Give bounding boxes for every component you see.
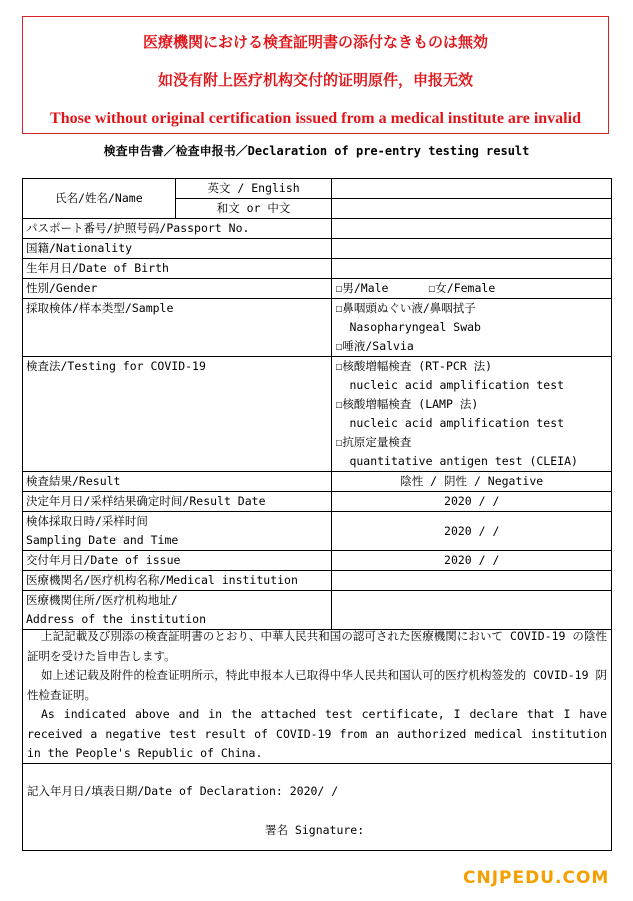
declaration-date[interactable]: 記入年月日/填表日期/Date of Declaration: 2020/ / — [27, 784, 339, 798]
form-title: 検査申告書／检查申报书／Declaration of pre-entry testing result — [103, 144, 530, 158]
gender-female-checkbox[interactable]: ☐女/Female — [428, 281, 496, 295]
sampling-label — [23, 512, 332, 551]
result-label: 検査結果/Result — [23, 472, 332, 492]
sampling-label-zh: 検体採取日時/采样时间 — [26, 514, 148, 528]
result-value: 陰性 / 阴性 / Negative — [332, 472, 612, 492]
testing-label: 検査法/Testing for COVID-19 — [23, 357, 332, 472]
gender-label: 性別/Gender — [23, 279, 332, 299]
issue-date-field[interactable]: 2020 / / — [332, 551, 612, 571]
warning-english: Those without original certification issued from a medical institute are invalid — [50, 110, 581, 127]
warning-chinese: 如没有附上医疗机构交付的证明原件，申报无效 — [157, 71, 473, 89]
name-english-field[interactable] — [332, 179, 612, 199]
statement-chinese: 如上述记载及附件的检查证明所示，特此申报本人已取得中华人民共和国认可的医疗机构签发的 COVID-19 阴性检查证明。 — [27, 668, 607, 702]
address-field[interactable] — [332, 591, 612, 630]
warning-box — [22, 16, 609, 134]
name-native-label: 和文 or 中文 — [175, 199, 332, 219]
address-label-zh: 医療機関住所/医疗机构地址/ — [26, 593, 178, 607]
address-label — [23, 591, 332, 630]
result-date-label: 決定年月日/采样结果确定时间/Result Date — [23, 492, 332, 512]
watermark-logo: CNJPEDU.COM — [463, 868, 610, 888]
sample-saliva-checkbox[interactable]: ☐唾液/Salvia — [335, 339, 414, 353]
dob-field[interactable] — [332, 259, 612, 279]
test-rtpcr-checkbox[interactable]: ☐核酸増幅検査 (RT-PCR 法) — [335, 359, 493, 373]
statement-english: As indicated above and in the attached test certificate, I declare that I have received a negative test result of COVID-19 from an authorized medical institution in the People's Republic of China. — [27, 707, 607, 760]
signature-field[interactable]: 署名 Signature: — [265, 823, 365, 837]
nationality-field[interactable] — [332, 239, 612, 259]
institution-field[interactable] — [332, 571, 612, 591]
test-rtpcr-en: nucleic acid amplification test — [349, 378, 565, 392]
institution-label: 医療機関名/医疗机构名称/Medical institution — [23, 571, 332, 591]
issue-date-label: 交付年月日/Date of issue — [23, 551, 332, 571]
testing-options — [332, 357, 612, 472]
name-label: 氏名/姓名/Name — [23, 179, 176, 219]
warning-japanese: 医療機関における検査証明書の添付なきものは無効 — [142, 33, 488, 51]
gender-options — [332, 279, 612, 299]
dob-label: 生年月日/Date of Birth — [23, 259, 332, 279]
test-lamp-checkbox[interactable]: ☐核酸増幅検査 (LAMP 法) — [335, 397, 479, 411]
sample-label: 採取検体/样本类型/Sample — [23, 299, 332, 357]
test-lamp-en: nucleic acid amplification test — [349, 416, 565, 430]
sampling-label-en: Sampling Date and Time — [26, 533, 179, 547]
passport-label: パスポート番号/护照号码/Passport No. — [23, 219, 332, 239]
statement-box — [22, 627, 612, 851]
name-english-label: 英文 / English — [175, 179, 332, 199]
sampling-date-field[interactable]: 2020 / / — [332, 512, 612, 551]
statement-japanese: 上記記載及び別添の検査証明書のとおり、中華人民共和国の認可された医療機関において COVID-19 の陰性証明を受けた旨申告します。 — [27, 629, 607, 663]
result-date-field[interactable]: 2020 / / — [332, 492, 612, 512]
declaration-table — [22, 178, 612, 630]
sample-nasopharyngeal-checkbox[interactable]: ☐鼻咽頭ぬぐい液/鼻咽拭子 — [335, 301, 476, 315]
nationality-label: 国籍/Nationality — [23, 239, 332, 259]
sample-options — [332, 299, 612, 357]
gender-male-checkbox[interactable]: ☐男/Male — [335, 281, 389, 295]
test-antigen-en: quantitative antigen test (CLEIA) — [349, 454, 578, 468]
passport-field[interactable] — [332, 219, 612, 239]
address-label-en: Address of the institution — [26, 612, 207, 626]
name-native-field[interactable] — [332, 199, 612, 219]
test-antigen-checkbox[interactable]: ☐抗原定量検査 — [335, 435, 412, 449]
sample-nasopharyngeal-en: Nasopharyngeal Swab — [349, 320, 481, 334]
